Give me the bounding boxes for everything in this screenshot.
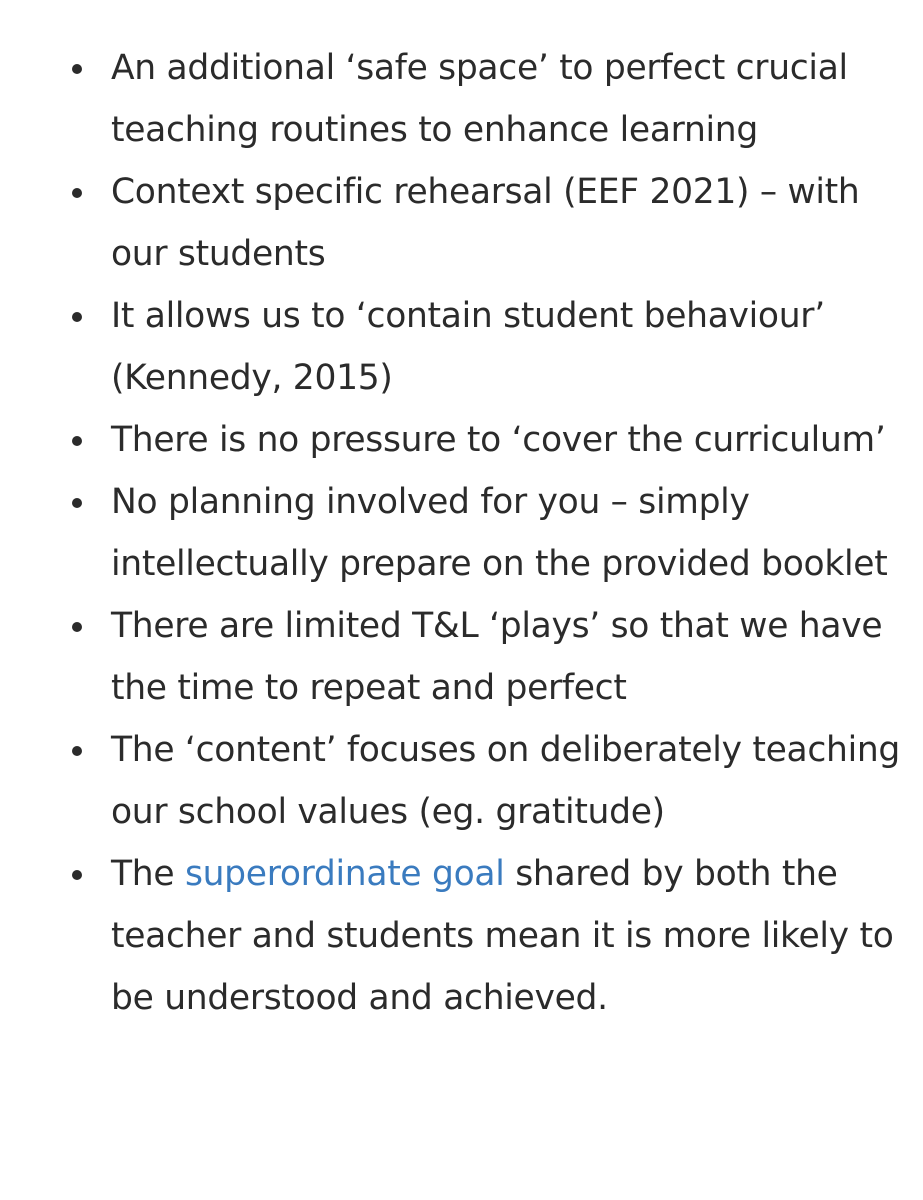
- bullet-icon: [72, 870, 82, 880]
- bullet-icon: [72, 498, 82, 508]
- superordinate-goal-link[interactable]: superordinate goal: [184, 854, 505, 894]
- bullet-icon: [72, 746, 82, 756]
- list-item: [0, 37, 923, 161]
- list-item-text-after: shared by both the teacher and students mean it is more likely to be understood and achieved.: [111, 854, 894, 1018]
- list-item: [0, 409, 923, 471]
- list-item: [0, 843, 923, 1029]
- list-item-text: It allows us to ‘contain student behaviour’ (Kennedy, 2015): [111, 296, 825, 398]
- list-item: [0, 595, 923, 719]
- bullet-list: [0, 37, 923, 1029]
- bullet-icon: [72, 436, 82, 446]
- bullet-icon: [72, 622, 82, 632]
- list-item: [0, 161, 923, 285]
- list-item: [0, 471, 923, 595]
- bullet-icon: [72, 64, 82, 74]
- list-item-text: There is no pressure to ‘cover the curriculum’: [111, 420, 886, 460]
- article-body: [0, 37, 923, 1029]
- list-item: [0, 285, 923, 409]
- list-item: [0, 719, 923, 843]
- list-item-text: Context specific rehearsal (EEF 2021) – with our students: [111, 172, 860, 274]
- list-item-text: The ‘content’ focuses on deliberately teaching our school values (eg. gratitude): [111, 730, 901, 832]
- list-item-text: There are limited T&L ‘plays’ so that we have the time to repeat and perfect: [111, 606, 883, 708]
- list-item-text: No planning involved for you – simply intellectually prepare on the provided booklet: [111, 482, 888, 584]
- bullet-icon: [72, 312, 82, 322]
- list-item-text: An additional ‘safe space’ to perfect crucial teaching routines to enhance learning: [111, 48, 848, 150]
- list-item-text-before: The: [111, 854, 185, 894]
- bullet-icon: [72, 188, 82, 198]
